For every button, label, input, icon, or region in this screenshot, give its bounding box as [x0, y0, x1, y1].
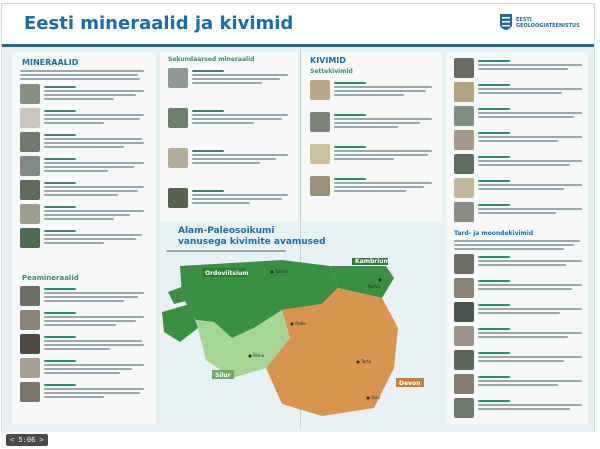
status-bar	[0, 432, 600, 449]
section-settekivimid: Settekivimid	[310, 68, 353, 75]
mineral-item	[20, 228, 150, 250]
rock-item	[454, 130, 588, 152]
mineral-item	[168, 148, 294, 170]
rock-item	[454, 154, 588, 176]
rock-item	[454, 398, 588, 420]
poster-title: Eesti mineraalid ja kivimid	[24, 13, 294, 34]
rock-item	[310, 80, 438, 102]
rock-item	[454, 302, 588, 324]
mineral-item	[20, 334, 150, 356]
tard-intro	[454, 240, 582, 252]
time-badge[interactable]: < 5:06 >	[6, 434, 48, 446]
rock-item	[454, 350, 588, 372]
rock-item	[454, 82, 588, 104]
rock-item	[454, 326, 588, 348]
tartu-marker	[357, 361, 360, 364]
section-peamineraalid: Peamineraalid	[22, 274, 79, 282]
poster	[2, 4, 594, 432]
rock-item	[454, 202, 588, 224]
mineral-item	[20, 180, 150, 202]
tallinn-label: Tallinn	[275, 269, 288, 274]
voru-marker	[367, 397, 370, 400]
mineraalid-intro	[20, 70, 148, 82]
rock-item	[454, 106, 588, 128]
mineral-item	[20, 108, 150, 130]
section-sekundaarsed: Sekundaarsed mineraalid	[168, 56, 255, 63]
map-caption	[166, 250, 300, 254]
rock-item	[454, 278, 588, 300]
sekundaarsed-column	[160, 52, 298, 222]
devon-label: Devon	[399, 380, 421, 387]
kivimid-column	[302, 52, 442, 222]
shield-logo-icon	[500, 12, 512, 36]
voru-label: Võru	[371, 395, 381, 400]
rock-item	[454, 374, 588, 396]
mineraalid-column	[12, 52, 156, 424]
mineral-item	[168, 108, 294, 130]
logo-text: EESTI GEOLOOGIATEENISTUS	[516, 17, 580, 29]
rock-item	[454, 58, 588, 80]
mineral-item	[20, 132, 150, 154]
rock-item	[310, 112, 438, 134]
rock-item	[310, 144, 438, 166]
narva-label: Narva	[368, 284, 380, 289]
rock-item	[454, 254, 588, 276]
mineral-item	[20, 382, 150, 404]
section-kivimid: KIVIMID	[310, 56, 346, 65]
kivimid-list-column	[446, 52, 588, 424]
ordoviitsium-label: Ordoviitsium	[205, 270, 249, 277]
mineral-item	[168, 188, 294, 210]
mineral-item	[20, 310, 150, 332]
paide-marker	[291, 323, 294, 326]
mineral-item	[20, 204, 150, 226]
mineral-item	[20, 84, 150, 106]
mineral-item	[168, 68, 294, 90]
tartu-label: Tartu	[361, 359, 371, 364]
poster-header	[2, 4, 594, 47]
parnu-marker	[249, 355, 252, 358]
section-tard-moonde: Tard- ja moondekivimid	[454, 230, 534, 237]
siler-label: Silur	[215, 372, 231, 379]
mineral-item	[20, 286, 150, 308]
kambrium-label: Kambrium	[355, 258, 390, 265]
rock-item	[454, 178, 588, 200]
mineral-item	[20, 358, 150, 380]
rock-item	[310, 176, 438, 198]
narva-marker	[379, 279, 382, 282]
tallinn-marker	[271, 271, 274, 274]
section-mineraalid: MINERAALID	[22, 58, 79, 67]
map-title: Alam-Paleosoikumi vanusega kivimite avamused	[178, 226, 326, 247]
paide-label: Paide	[295, 321, 306, 326]
logo	[500, 12, 590, 40]
estonia-geology-map	[162, 258, 440, 426]
mineral-item	[20, 156, 150, 178]
parnu-label: Pärnu	[253, 353, 265, 358]
